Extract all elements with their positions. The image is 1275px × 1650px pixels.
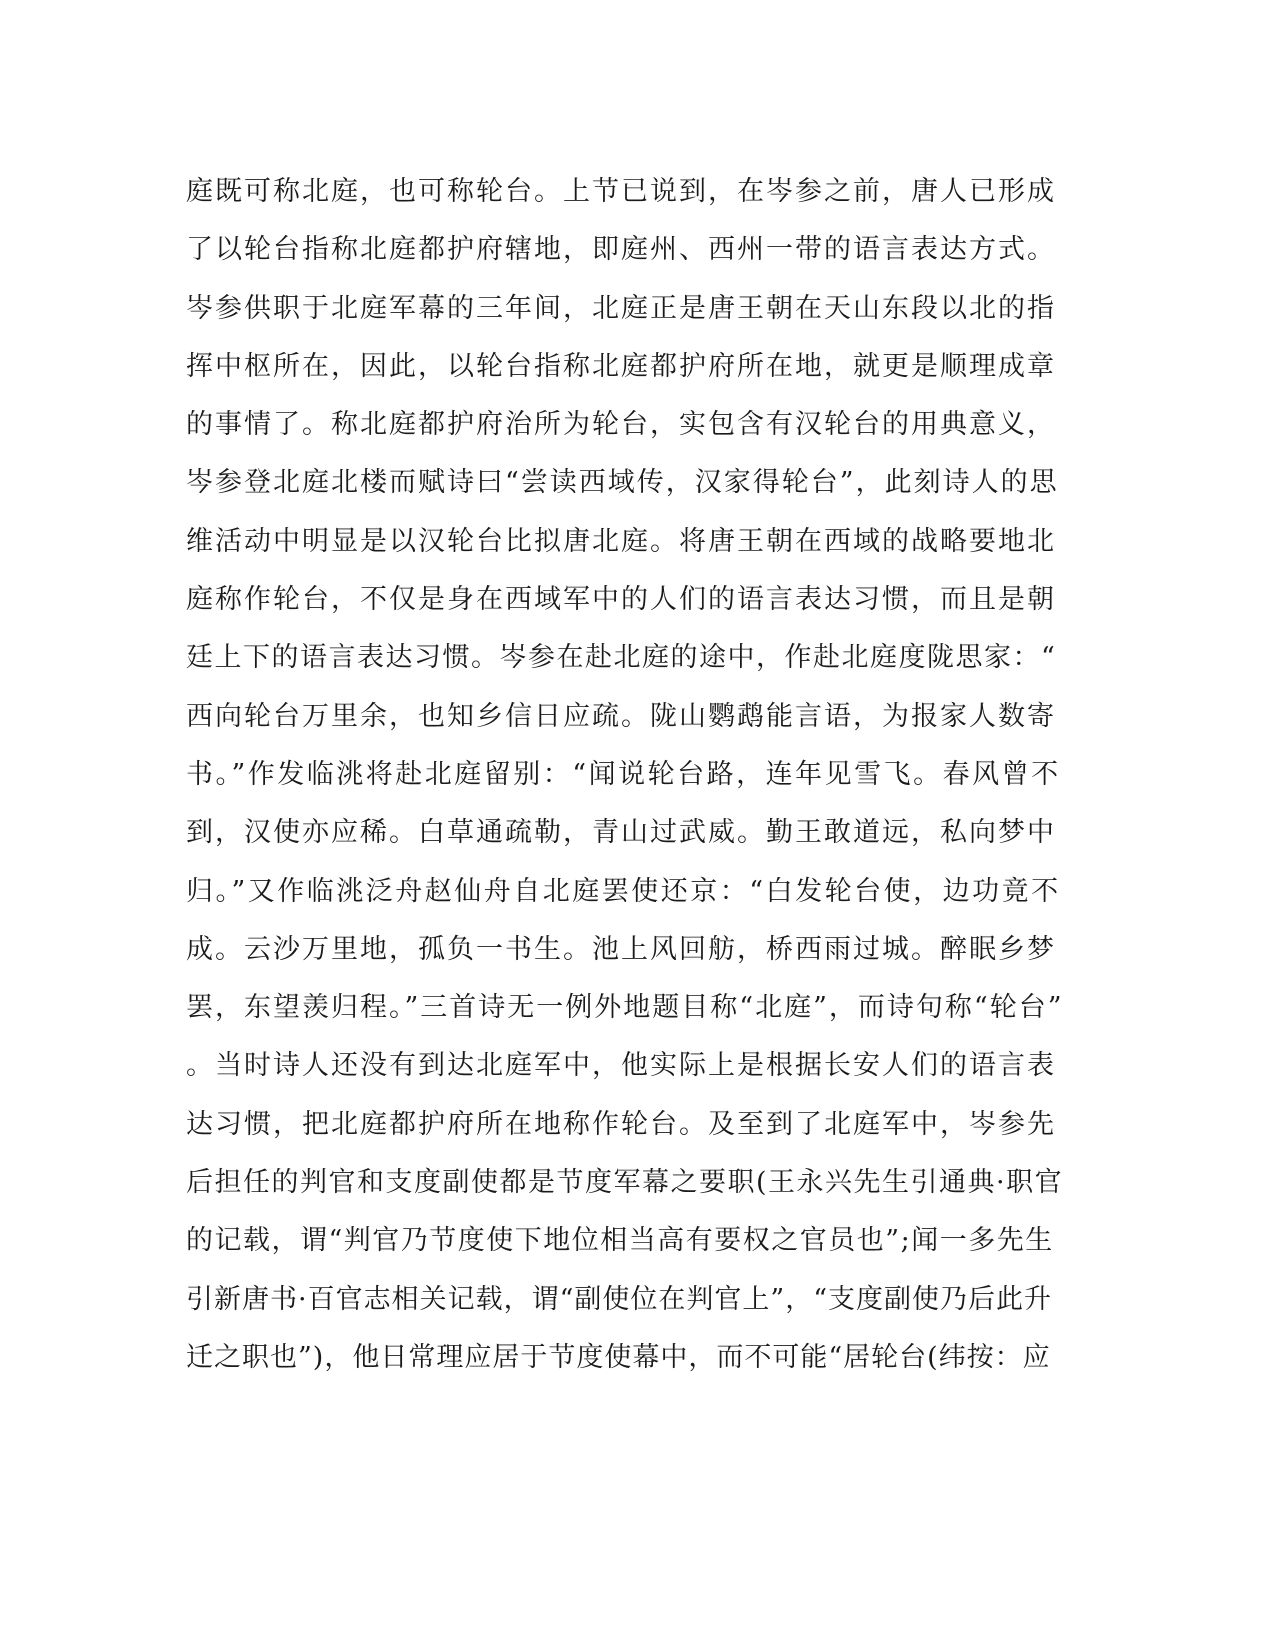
text-line: 归。”又作临洮泛舟赵仙舟自北庭罢使还京：“白发轮台使，边功竟不 (186, 875, 1061, 907)
text-line: 到，汉使亦应稀。白草通疏勒，青山过武威。勤王敢道远，私向梦中 (186, 817, 1056, 849)
text-line: 。当时诗人还没有到达北庭军中，他实际上是根据长安人们的语言表 (186, 1050, 1056, 1082)
text-line: 庭既可称北庭，也可称轮台。上节已说到，在岑参之前，唐人已形成 (186, 176, 1056, 207)
text-line: 维活动中明显是以汉轮台比拟唐北庭。将唐王朝在西域的战略要地北 (186, 525, 1056, 557)
text-line: 岑参登北庭北楼而赋诗曰“尝读西域传，汉家得轮台”，此刻诗人的思 (186, 467, 1059, 499)
text-line: 迁之职也”)，他日常理应居于节度使幕中，而不可能“居轮台(纬按：应 (186, 1341, 1051, 1373)
text-line: 成。云沙万里地，孤负一书生。池上风回舫，桥西雨过城。醉眠乡梦 (186, 933, 1056, 965)
text-line: 庭称作轮台，不仅是身在西域军中的人们的语言表达习惯，而且是朝 (186, 584, 1056, 616)
text-line: 后担任的判官和支度副使都是节度军幕之要职(王永兴先生引通典·职官 (186, 1167, 1064, 1199)
text-line: 西向轮台万里余，也知乡信日应疏。陇山鹦鹉能言语，为报家人数寄 (186, 700, 1056, 732)
text-line: 的记载，谓“判官乃节度使下地位相当高有要权之官员也”;闻一多先生 (186, 1225, 1054, 1257)
text-line: 挥中枢所在，因此，以轮台指称北庭都护府所在地，就更是顺理成章 (186, 350, 1056, 382)
body-text (186, 163, 1066, 1387)
text-line: 引新唐书·百官志相关记载，谓“副使位在判官上”，“支度副使乃后此升 (186, 1283, 1052, 1315)
text-line: 罢，东望羡归程。”三首诗无一例外地题目称“北庭”，而诗句称“轮台” (186, 992, 1064, 1024)
text-line: 的事情了。称北庭都护府治所为轮台，实包含有汉轮台的用典意义， (186, 409, 1056, 441)
text-line: 了以轮台指称北庭都护府辖地，即庭州、西州一带的语言表达方式。 (186, 234, 1056, 266)
text-line: 书。”作发临洮将赴北庭留别：“闻说轮台路，连年见雪飞。春风曾不 (186, 758, 1061, 790)
text-line: 廷上下的语言表达习惯。岑参在赴北庭的途中，作赴北庭度陇思家：“ (186, 642, 1057, 674)
text-line: 岑参供职于北庭军幕的三年间，北庭正是唐王朝在天山东段以北的指 (186, 292, 1056, 324)
text-line: 达习惯，把北庭都护府所在地称作轮台。及至到了北庭军中，岑参先 (186, 1108, 1056, 1140)
